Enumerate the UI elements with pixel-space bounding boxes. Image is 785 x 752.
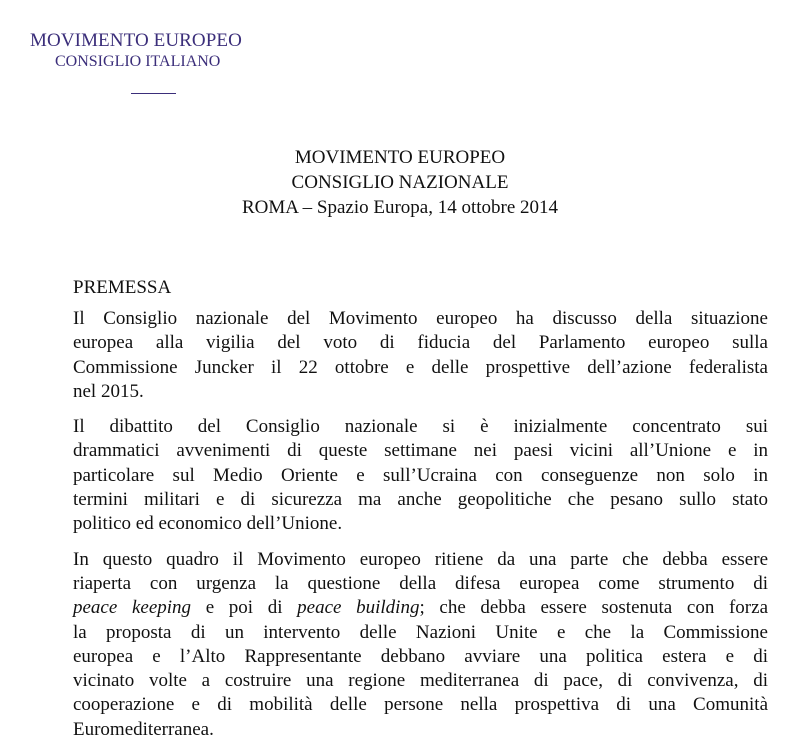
paragraph-1-line: europea alla vigilia del voto di fiducia del Parlamento europeo sulla [73,332,768,354]
paragraph-3-line: Euromediterranea. [73,718,214,740]
paragraph-3-line: In questo quadro il Movimento europeo ritiene da una parte che debba essere [73,548,768,570]
letterhead-council-name: CONSIGLIO ITALIANO [55,53,221,70]
paragraph-3-line: la proposta di un intervento delle Nazioni Unite e che la Commissione [73,621,768,643]
paragraph-2-line: drammatici avvenimenti di queste settimane nei paesi vicini all’Unione e in [73,440,768,462]
letterhead-rule [131,93,176,94]
letterhead-org-name: MOVIMENTO EUROPEO [30,30,242,51]
paragraph-2-line: particolare sul Medio Oriente e sull’Ucraina con conseguenze non solo in [73,464,768,486]
heading-line-3: ROMA – Spazio Europa, 14 ottobre 2014 [241,197,559,218]
document-heading [0,145,785,220]
paragraph-2-line: Il dibattito del Consiglio nazionale si è inizialmente concentrato sui [73,416,768,438]
italic-term: peace building [297,597,420,619]
paragraph-3-line [73,596,768,620]
document-body [73,275,768,742]
paragraph-3 [73,548,768,742]
inline-text: e poi di [191,597,298,619]
paragraph-3-line: europea e l’Alto Rappresentante debbano avviare una politica estera e di [73,645,768,667]
letterhead [30,30,270,72]
italic-term: peace keeping [73,597,192,619]
section-title: PREMESSA [73,277,172,298]
heading-line-1: MOVIMENTO EUROPEO [294,147,506,168]
paragraph-3-line: riaperta con urgenza la questione della difesa europea come strumento di [73,572,768,594]
paragraph-1-line: Commissione Juncker il 22 ottobre e delle prospettive dell’azione federalista [73,356,768,378]
paragraph-3-line: cooperazione e di mobilità delle persone nella prospettiva di una Comunità [73,694,768,716]
paragraph-1 [73,307,768,404]
heading-line-2: CONSIGLIO NAZIONALE [291,172,509,193]
paragraph-3-line: vicinato volte a costruire una regione mediterranea di pace, di convivenza, di [73,670,768,692]
inline-text: ; che debba essere sostenuta con forza [419,597,768,619]
paragraph-2-line: termini militari e di sicurezza ma anche geopolitiche che pesano sullo stato [73,489,768,511]
paragraph-2-line: politico ed economico dell’Unione. [73,513,343,535]
paragraph-2 [73,415,768,536]
paragraph-1-line: nel 2015. [73,380,144,402]
paragraph-1-line: Il Consiglio nazionale del Movimento europeo ha discusso della situazione [73,308,768,329]
